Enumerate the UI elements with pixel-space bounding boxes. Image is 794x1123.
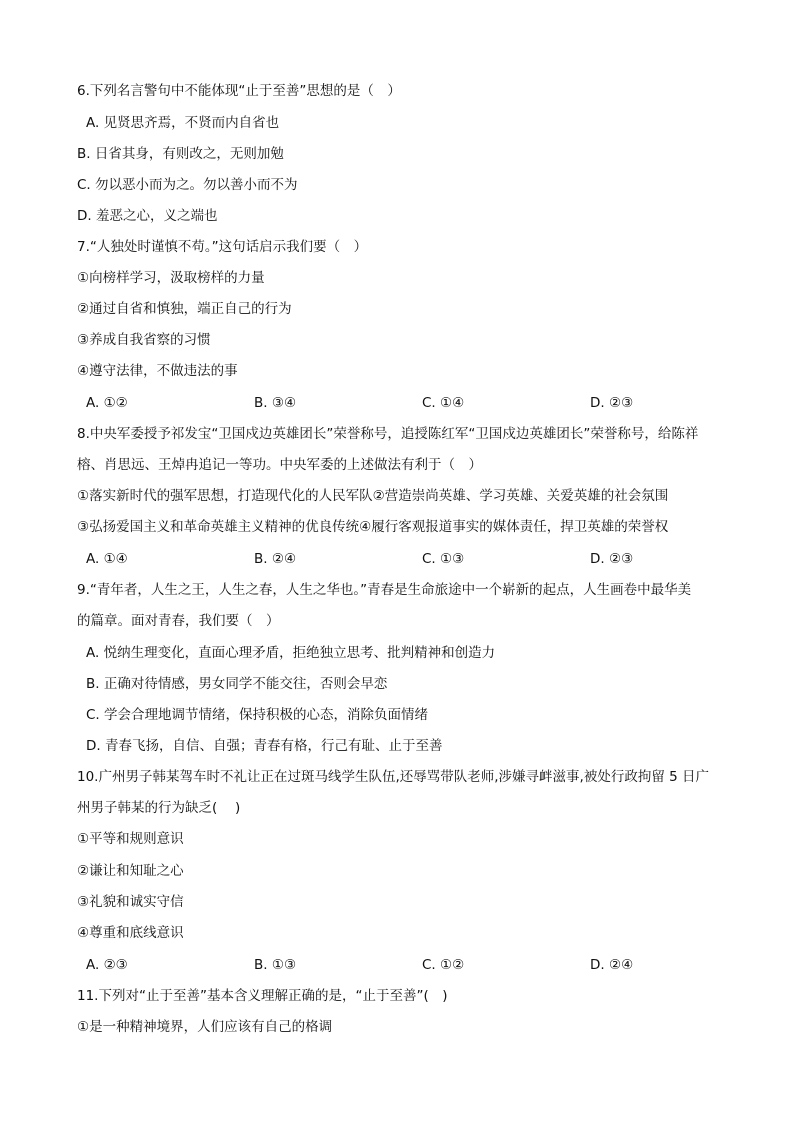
question-10-options <box>86 956 726 974</box>
question-7-options <box>86 394 726 412</box>
question-10-option-b: B. ①③ <box>254 957 297 973</box>
question-8-items-line-1: ①落实新时代的强军思想，打造现代化的人民军队②营造崇尚英雄、学习英雄、关爱英雄的社会氛围 <box>77 488 669 504</box>
question-8-option-c: C. ①③ <box>422 551 465 567</box>
question-11-item-1: ①是一种精神境界，人们应该有自己的格调 <box>77 1019 333 1035</box>
question-10-item-1: ①平等和规则意识 <box>77 831 184 847</box>
question-7-option-b: B. ③④ <box>254 395 297 411</box>
question-10-option-d: D. ②④ <box>590 957 634 973</box>
question-10-item-4: ④尊重和底线意识 <box>77 925 184 941</box>
question-9-option-a: A. 悦纳生理变化，直面心理矛盾，拒绝独立思考、批判精神和创造力 <box>86 645 496 661</box>
question-8-items-line-2: ③弘扬爱国主义和革命英雄主义精神的优良传统④履行客观报道事实的媒体责任，捍卫英雄的荣誉权 <box>77 519 669 535</box>
question-10-option-a: A. ②③ <box>86 957 128 973</box>
question-10-item-3: ③礼貌和诚实守信 <box>77 894 184 910</box>
question-8-option-a: A. ①④ <box>86 551 128 567</box>
question-8-option-b: B. ②④ <box>254 551 297 567</box>
question-9-option-c: C. 学会合理地调节情绪，保持积极的心态，消除负面情绪 <box>86 707 429 723</box>
question-9-option-d: D. 青春飞扬，自信、自强；青春有格，行己有耻、止于至善 <box>86 738 443 754</box>
question-7-option-d: D. ②③ <box>590 395 634 411</box>
question-6-option-d: D. 羞恶之心，义之端也 <box>77 208 218 224</box>
question-7-option-c: C. ①④ <box>422 395 465 411</box>
question-6-option-c: C. 勿以恶小而为之。勿以善小而不为 <box>77 177 298 193</box>
question-10-item-2: ②谦让和知耻之心 <box>77 863 184 879</box>
question-8-stem-line-2: 榕、肖思远、王焯冉追记一等功。中央军委的上述做法有利于（ ） <box>77 457 482 473</box>
question-7-option-a: A. ①② <box>86 395 128 411</box>
question-8-options <box>86 550 726 568</box>
question-11-stem: 11.下列对“止于至善”基本含义理解正确的是，“止于至善”( ) <box>77 988 448 1004</box>
question-10-stem-line-1: 10.广州男子韩某驾车时不礼让正在过斑马线学生队伍,还辱骂带队老师,涉嫌寻衅滋事,被处行政拘留 5 日广 <box>77 769 710 785</box>
question-6-option-b: B. 日省其身，有则改之，无则加勉 <box>77 146 284 162</box>
question-7-stem: 7.“人独处时谨慎不苟。”这句话启示我们要（ ） <box>77 239 368 255</box>
question-6-option-a: A. 见贤思齐焉，不贤而内自省也 <box>86 115 280 131</box>
question-9-stem-line-2: 的篇章。面对青春，我们要（ ） <box>77 613 280 629</box>
question-10-option-c: C. ①② <box>422 957 465 973</box>
question-9-stem-line-1: 9.“青年者，人生之王，人生之春，人生之华也。”青春是生命旅途中一个崭新的起点，人生画卷中最华美 <box>77 582 692 598</box>
question-7-item-2: ②通过自省和慎独，端正自己的行为 <box>77 301 292 317</box>
question-10-stem-line-2: 州男子韩某的行为缺乏( ) <box>77 800 241 816</box>
question-7-item-4: ④遵守法律，不做违法的事 <box>77 363 238 379</box>
question-8-stem-line-1: 8.中央军委授予祁发宝“卫国戍边英雄团长”荣誉称号，追授陈红军“卫国戍边英雄团长”荣誉称号，给陈祥 <box>77 426 699 442</box>
question-7-item-1: ①向榜样学习，汲取榜样的力量 <box>77 270 265 286</box>
question-9-option-b: B. 正确对待情感，男女同学不能交往，否则会早恋 <box>86 676 388 692</box>
question-7-item-3: ③养成自我省察的习惯 <box>77 332 211 348</box>
question-8-option-d: D. ②③ <box>590 551 634 567</box>
question-6-stem: 6.下列名言警句中不能体现“止于至善”思想的是（ ） <box>77 83 401 99</box>
